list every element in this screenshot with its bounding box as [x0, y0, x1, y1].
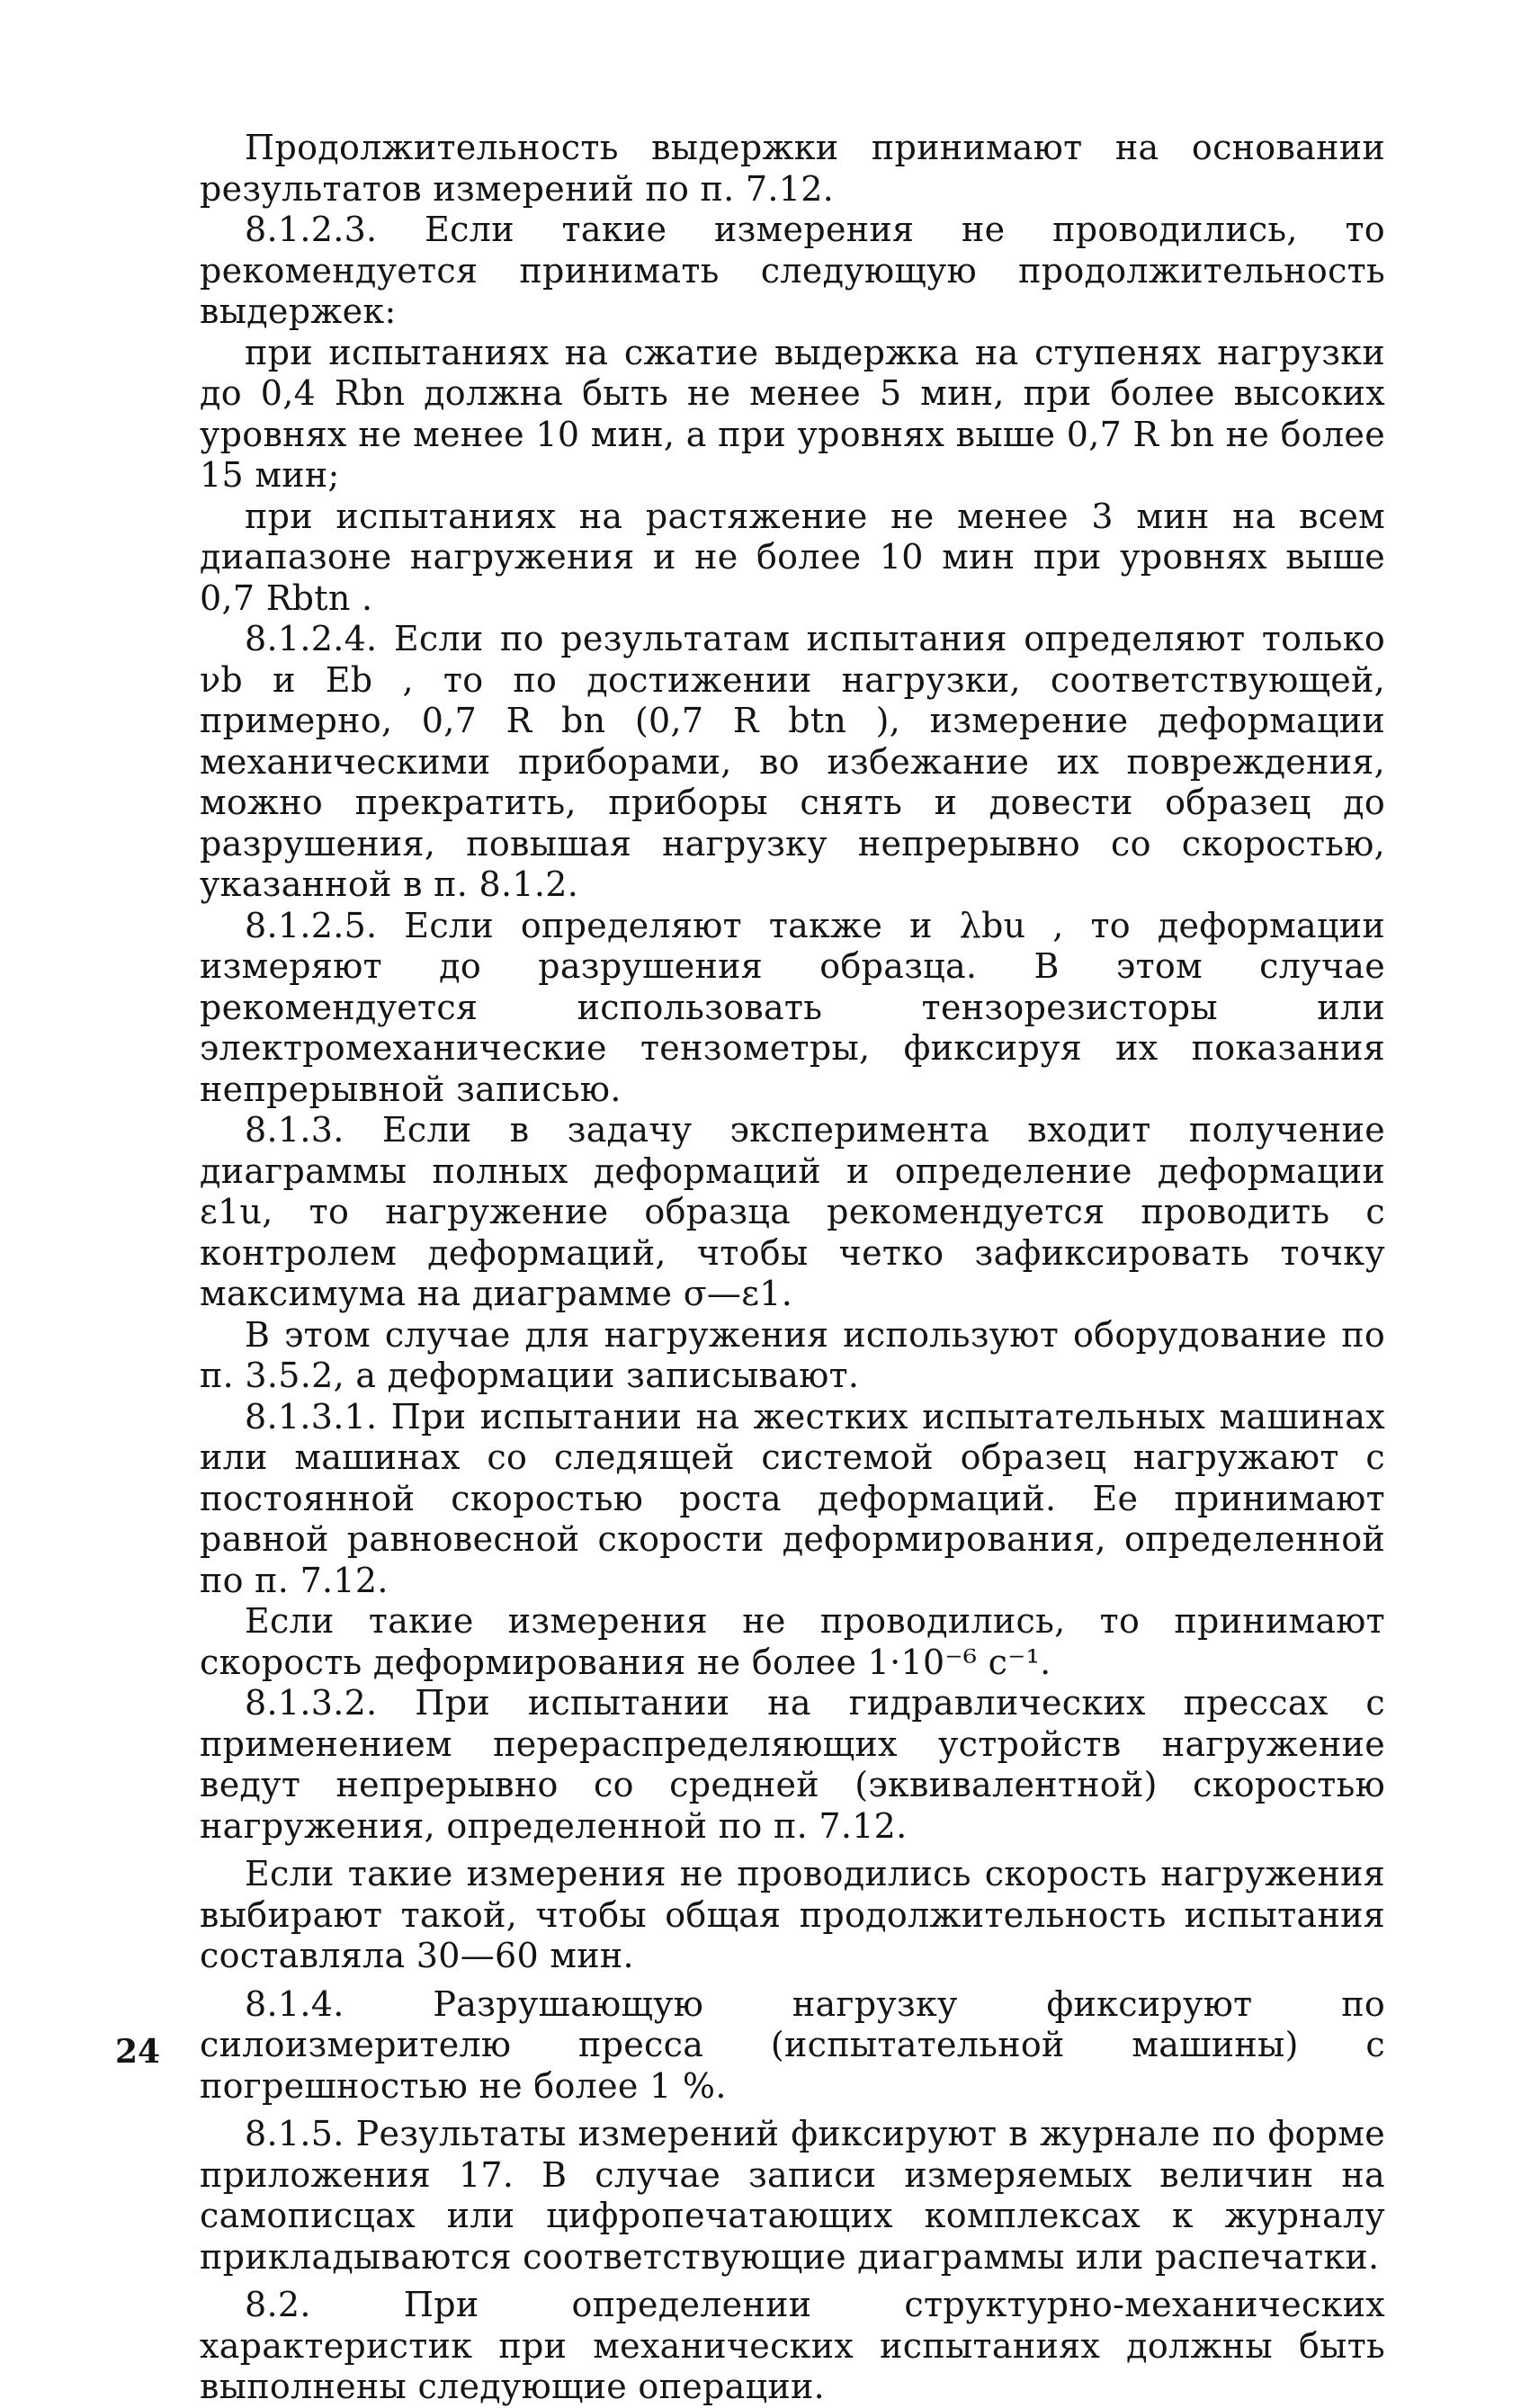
paragraph-7: 8.1.3. Если в задачу эксперимента входит получение диаграммы полных деформаций и определение деформации ε1u, то нагружение образца рекомендуется проводить с контролем деформаций, чтобы четко зафиксировать точку максимума на диаграмме σ—ε1.	[200, 1110, 1385, 1313]
paragraph-4: при испытаниях на растяжение не менее 3 мин на всем диапазоне нагружения и не более 10 мин при уровнях выше 0,7 Rbtn .	[200, 496, 1385, 618]
paragraph-10: Если такие измерения не проводились, то принимают скорость деформирования не более 1·10⁻⁶ с⁻¹.	[200, 1601, 1385, 1682]
paragraph-9: 8.1.3.1. При испытании на жестких испытательных машинах или машинах со следящей системой образец нагружают с постоянной скоростью роста деформаций. Ее принимают равной равновесной скорости деформирования, определенной по п. 7.12.	[200, 1396, 1385, 1600]
paragraph-3: при испытаниях на сжатие выдержка на ступенях нагрузки до 0,4 Rbn должна быть не менее 5 мин, при более высоких уровнях не менее 10 мин, а при уровнях выше 0,7 R bn не более 15 мин;	[200, 332, 1385, 495]
paragraph-11: 8.1.3.2. При испытании на гидравлических прессах с применением перераспределяющих устройств нагружение ведут непрерывно со средней (эквивалентной) скоростью нагружения, определенной по п. 7.12.	[200, 1683, 1385, 1846]
body-text	[200, 128, 1385, 2408]
paragraph-12: Если такие измерения не проводились скорость нагружения выбирают такой, чтобы общая продолжительность испытания составляла 30—60 мин.	[200, 1854, 1385, 1975]
paragraph-5: 8.1.2.4. Если по результатам испытания определяют только νb и Eb , то по достижении нагрузки, соответствующей, примерно, 0,7 R bn (0,7 R btn ), измерение деформации механическими приборами, во избежание их повреждения, можно прекратить, приборы снять и довести образец до разрушения, повышая нагрузку непрерывно со скоростью, указанной в п. 8.1.2.	[200, 619, 1385, 904]
paragraph-6: 8.1.2.5. Если определяют также и λbu , то деформации измеряют до разрушения образца. В этом случае рекомендуется использовать тензорезисторы или электромеханические тензометры, фиксируя их показания непрерывной записью.	[200, 905, 1385, 1109]
paragraph-13: 8.1.4. Разрушающую нагрузку фиксируют по силоизмерителю пресса (испытательной машины) с погрешностью не более 1 %.	[200, 1983, 1385, 2106]
paragraph-14: 8.1.5. Результаты измерений фиксируют в журнале по форме приложения 17. В случае записи измеряемых величин на самописцах или цифропечатающих комплексах к журналу прикладываются соответствующие диаграммы или распечатки.	[200, 2114, 1385, 2277]
page-number: 24	[115, 2033, 161, 2071]
paragraph-1: Продолжительность выдержки принимают на основании результатов измерений по п. 7.12.	[200, 128, 1385, 209]
paragraph-15: 8.2. При определении структурно-механических характеристик при механических испытаниях должны быть выполнены следующие операции.	[200, 2285, 1385, 2406]
paragraph-2: 8.1.2.3. Если такие измерения не проводились, то рекомендуется принимать следующую продолжительность выдержек:	[200, 210, 1385, 331]
paragraph-8: В этом случае для нагружения используют оборудование по п. 3.5.2, а деформации записывают.	[200, 1314, 1385, 1395]
